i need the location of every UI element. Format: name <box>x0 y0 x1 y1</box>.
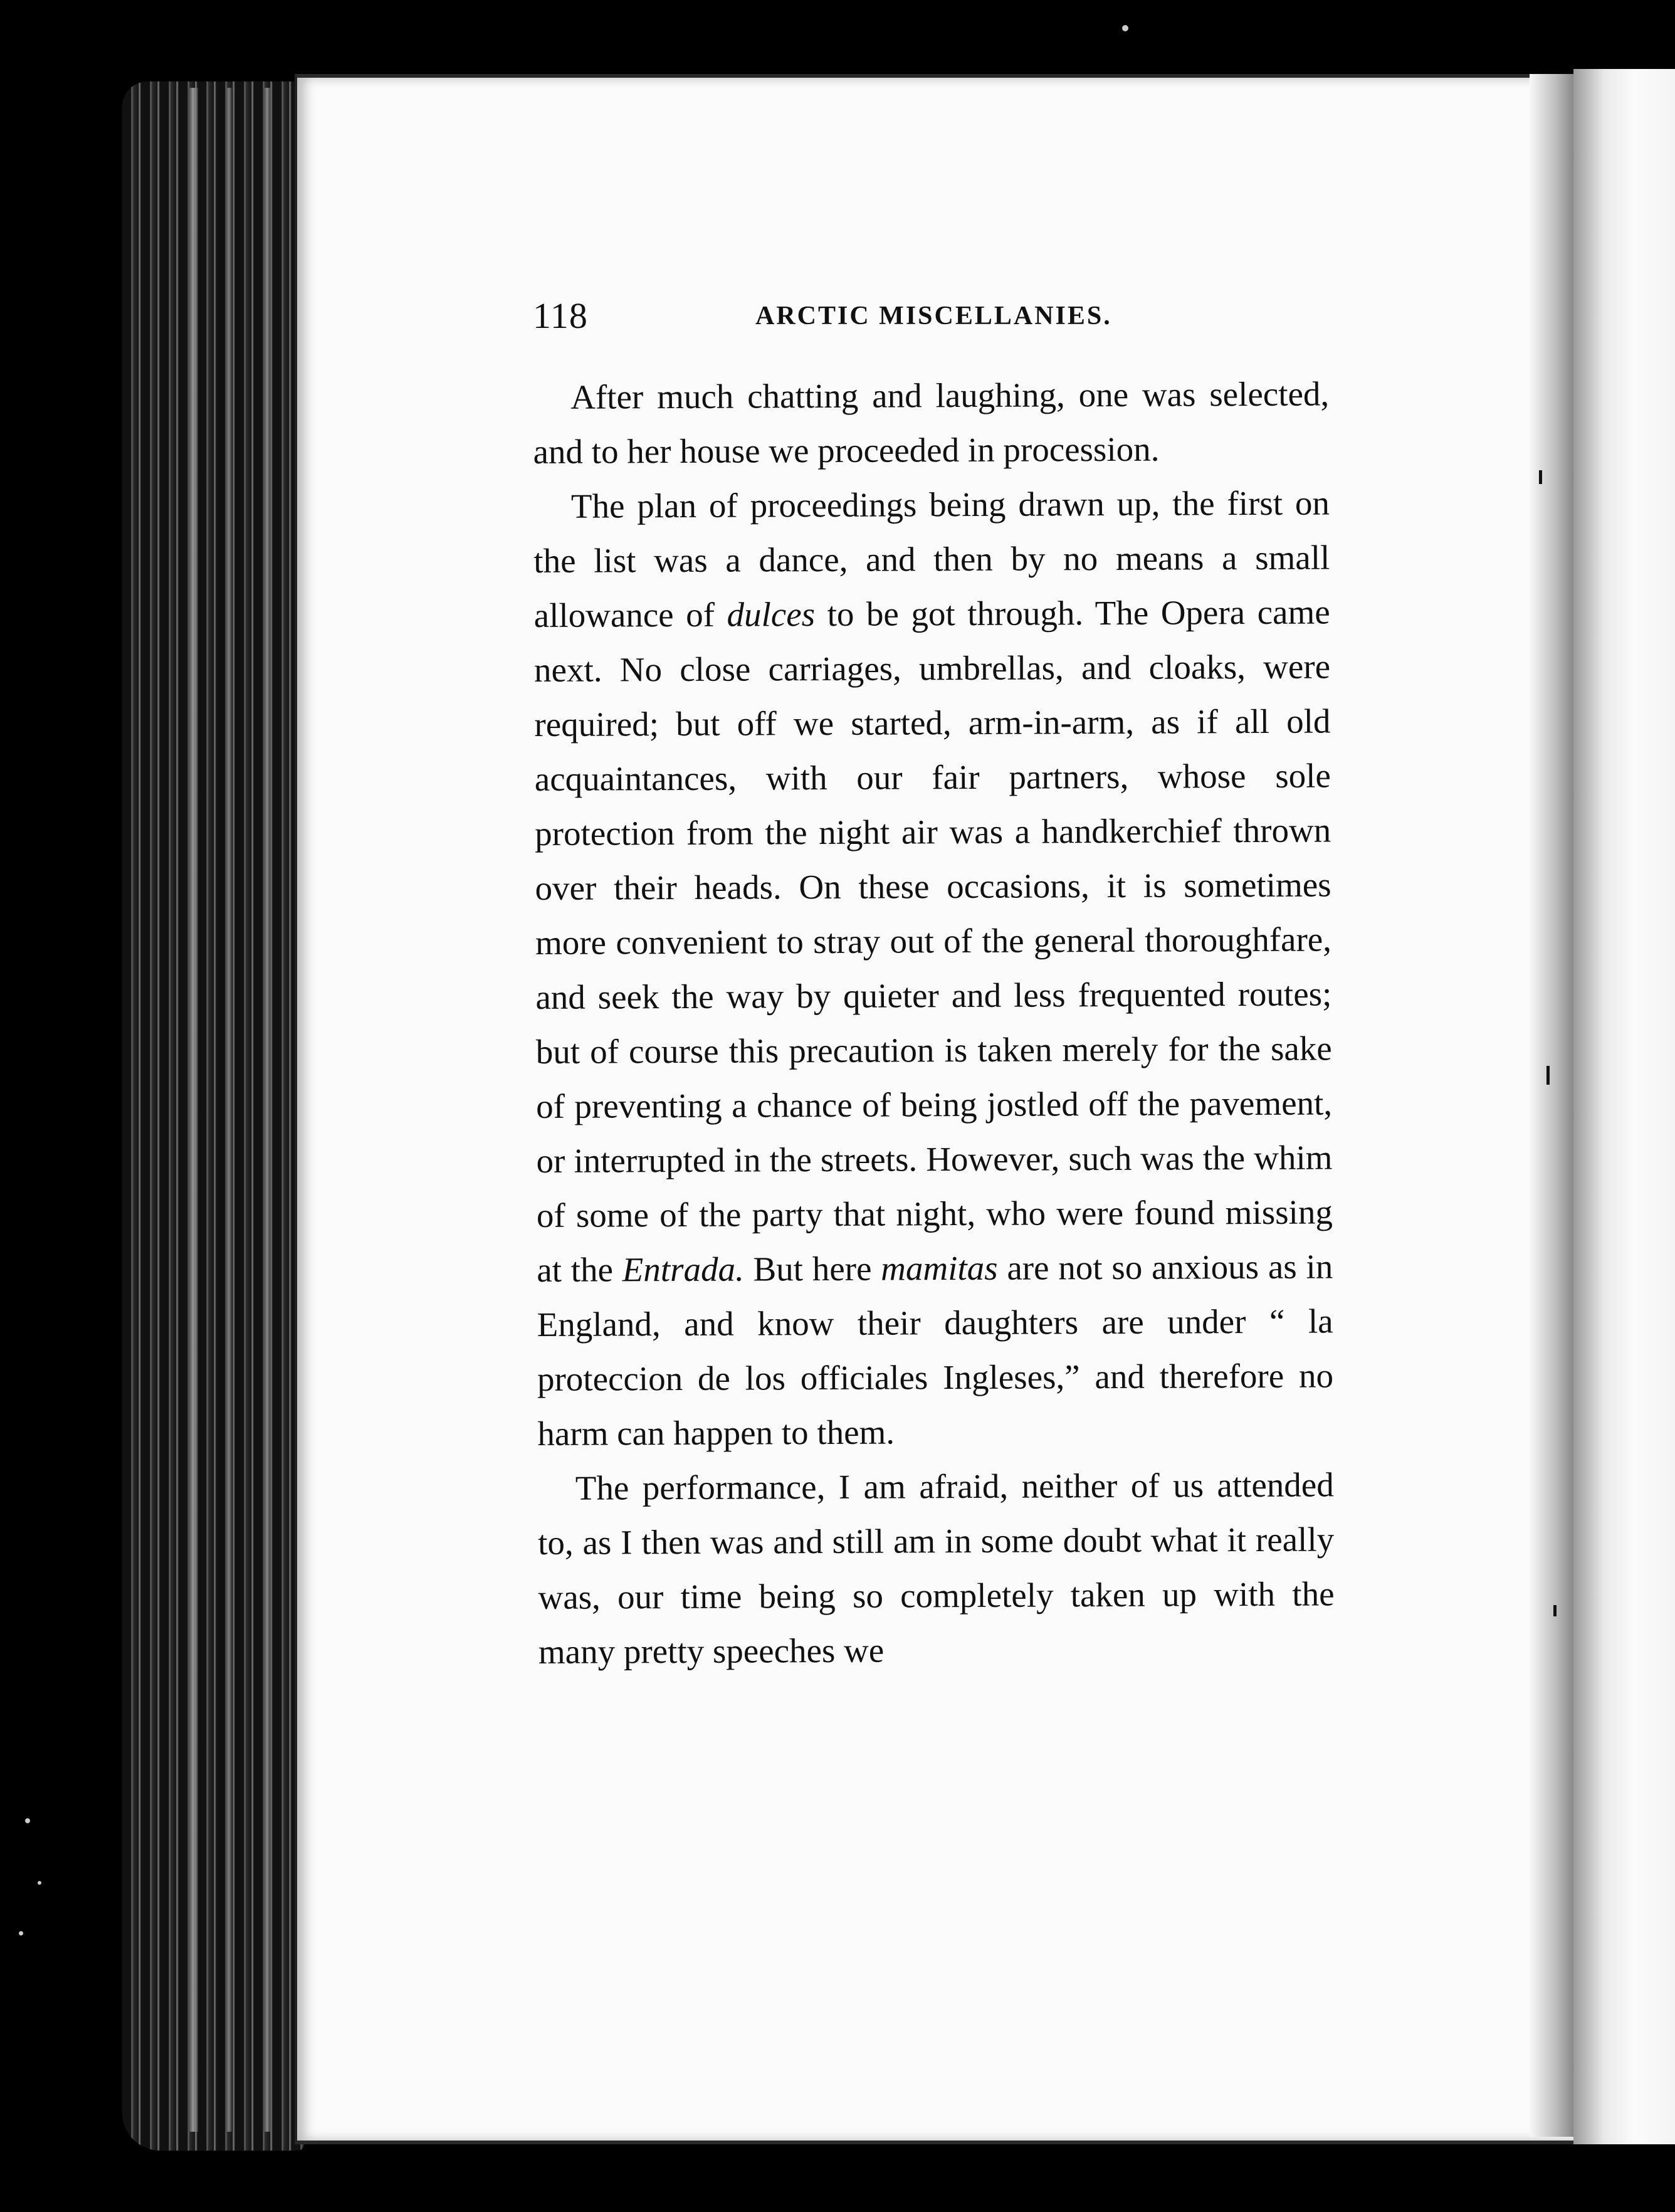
running-title: ARCTIC MISCELLANIES. <box>755 302 1112 330</box>
text-run: are not so anxious as in England, and know their daughters are under “ la proteccion de los officiales Ingleses,” and therefore no harm can happen to them. <box>537 1247 1334 1453</box>
italic-word: dulces <box>727 595 816 634</box>
ink-mark <box>1539 470 1542 484</box>
dust-speck <box>25 1818 30 1823</box>
text-run: The plan of proceedings being drawn up, the first on the list was a dance, and then by no means a small allowance of <box>533 483 1330 635</box>
italic-word: mamitas <box>881 1248 998 1288</box>
paragraph: The performance, I am afraid, neither of us attended to, as I then was and still am in some doubt what it really was, our time being so completely taken up with the many pretty speeches we <box>538 1465 1335 1671</box>
body-text <box>533 366 1335 1679</box>
page-number: 118 <box>533 295 588 336</box>
text-run: But here <box>743 1249 881 1288</box>
page-edge-highlight <box>263 88 271 2132</box>
text-run: to be got through. The Opera came next. No close carriages, umbrellas, and cloaks, were required; but off we started, arm-in-arm, as if all old acquaintances, with our fair partners, whose sole protection from the night air was a handkerchief thrown over their heads. On these occasions, it is sometimes more convenient to stray out of the general thoroughfare, and seek the way by quieter and less frequented routes; but of course this precaution is taken merely for the sake of preventing a chance of being jostled off the pavement, or interrupted in the streets. However, such was the whim of some of the party that night, who were found missing at the <box>533 592 1333 1289</box>
page-gutter <box>1530 74 1573 2137</box>
ink-mark <box>1546 1066 1550 1085</box>
dust-speck <box>1122 25 1128 31</box>
facing-page <box>1573 69 1675 2144</box>
italic-word: Entrada. <box>622 1250 744 1289</box>
dust-speck <box>19 1931 23 1936</box>
paragraph <box>533 475 1334 1461</box>
dust-speck <box>38 1881 41 1885</box>
ink-mark <box>1553 1605 1557 1616</box>
page-header <box>533 295 1410 345</box>
page-edge-highlight <box>226 88 232 2132</box>
page-edge-highlight <box>188 88 198 2132</box>
page-edges <box>122 82 304 2151</box>
paragraph: After much chatting and laughing, one was selected, and to her house we proceeded in procession. <box>533 374 1330 471</box>
